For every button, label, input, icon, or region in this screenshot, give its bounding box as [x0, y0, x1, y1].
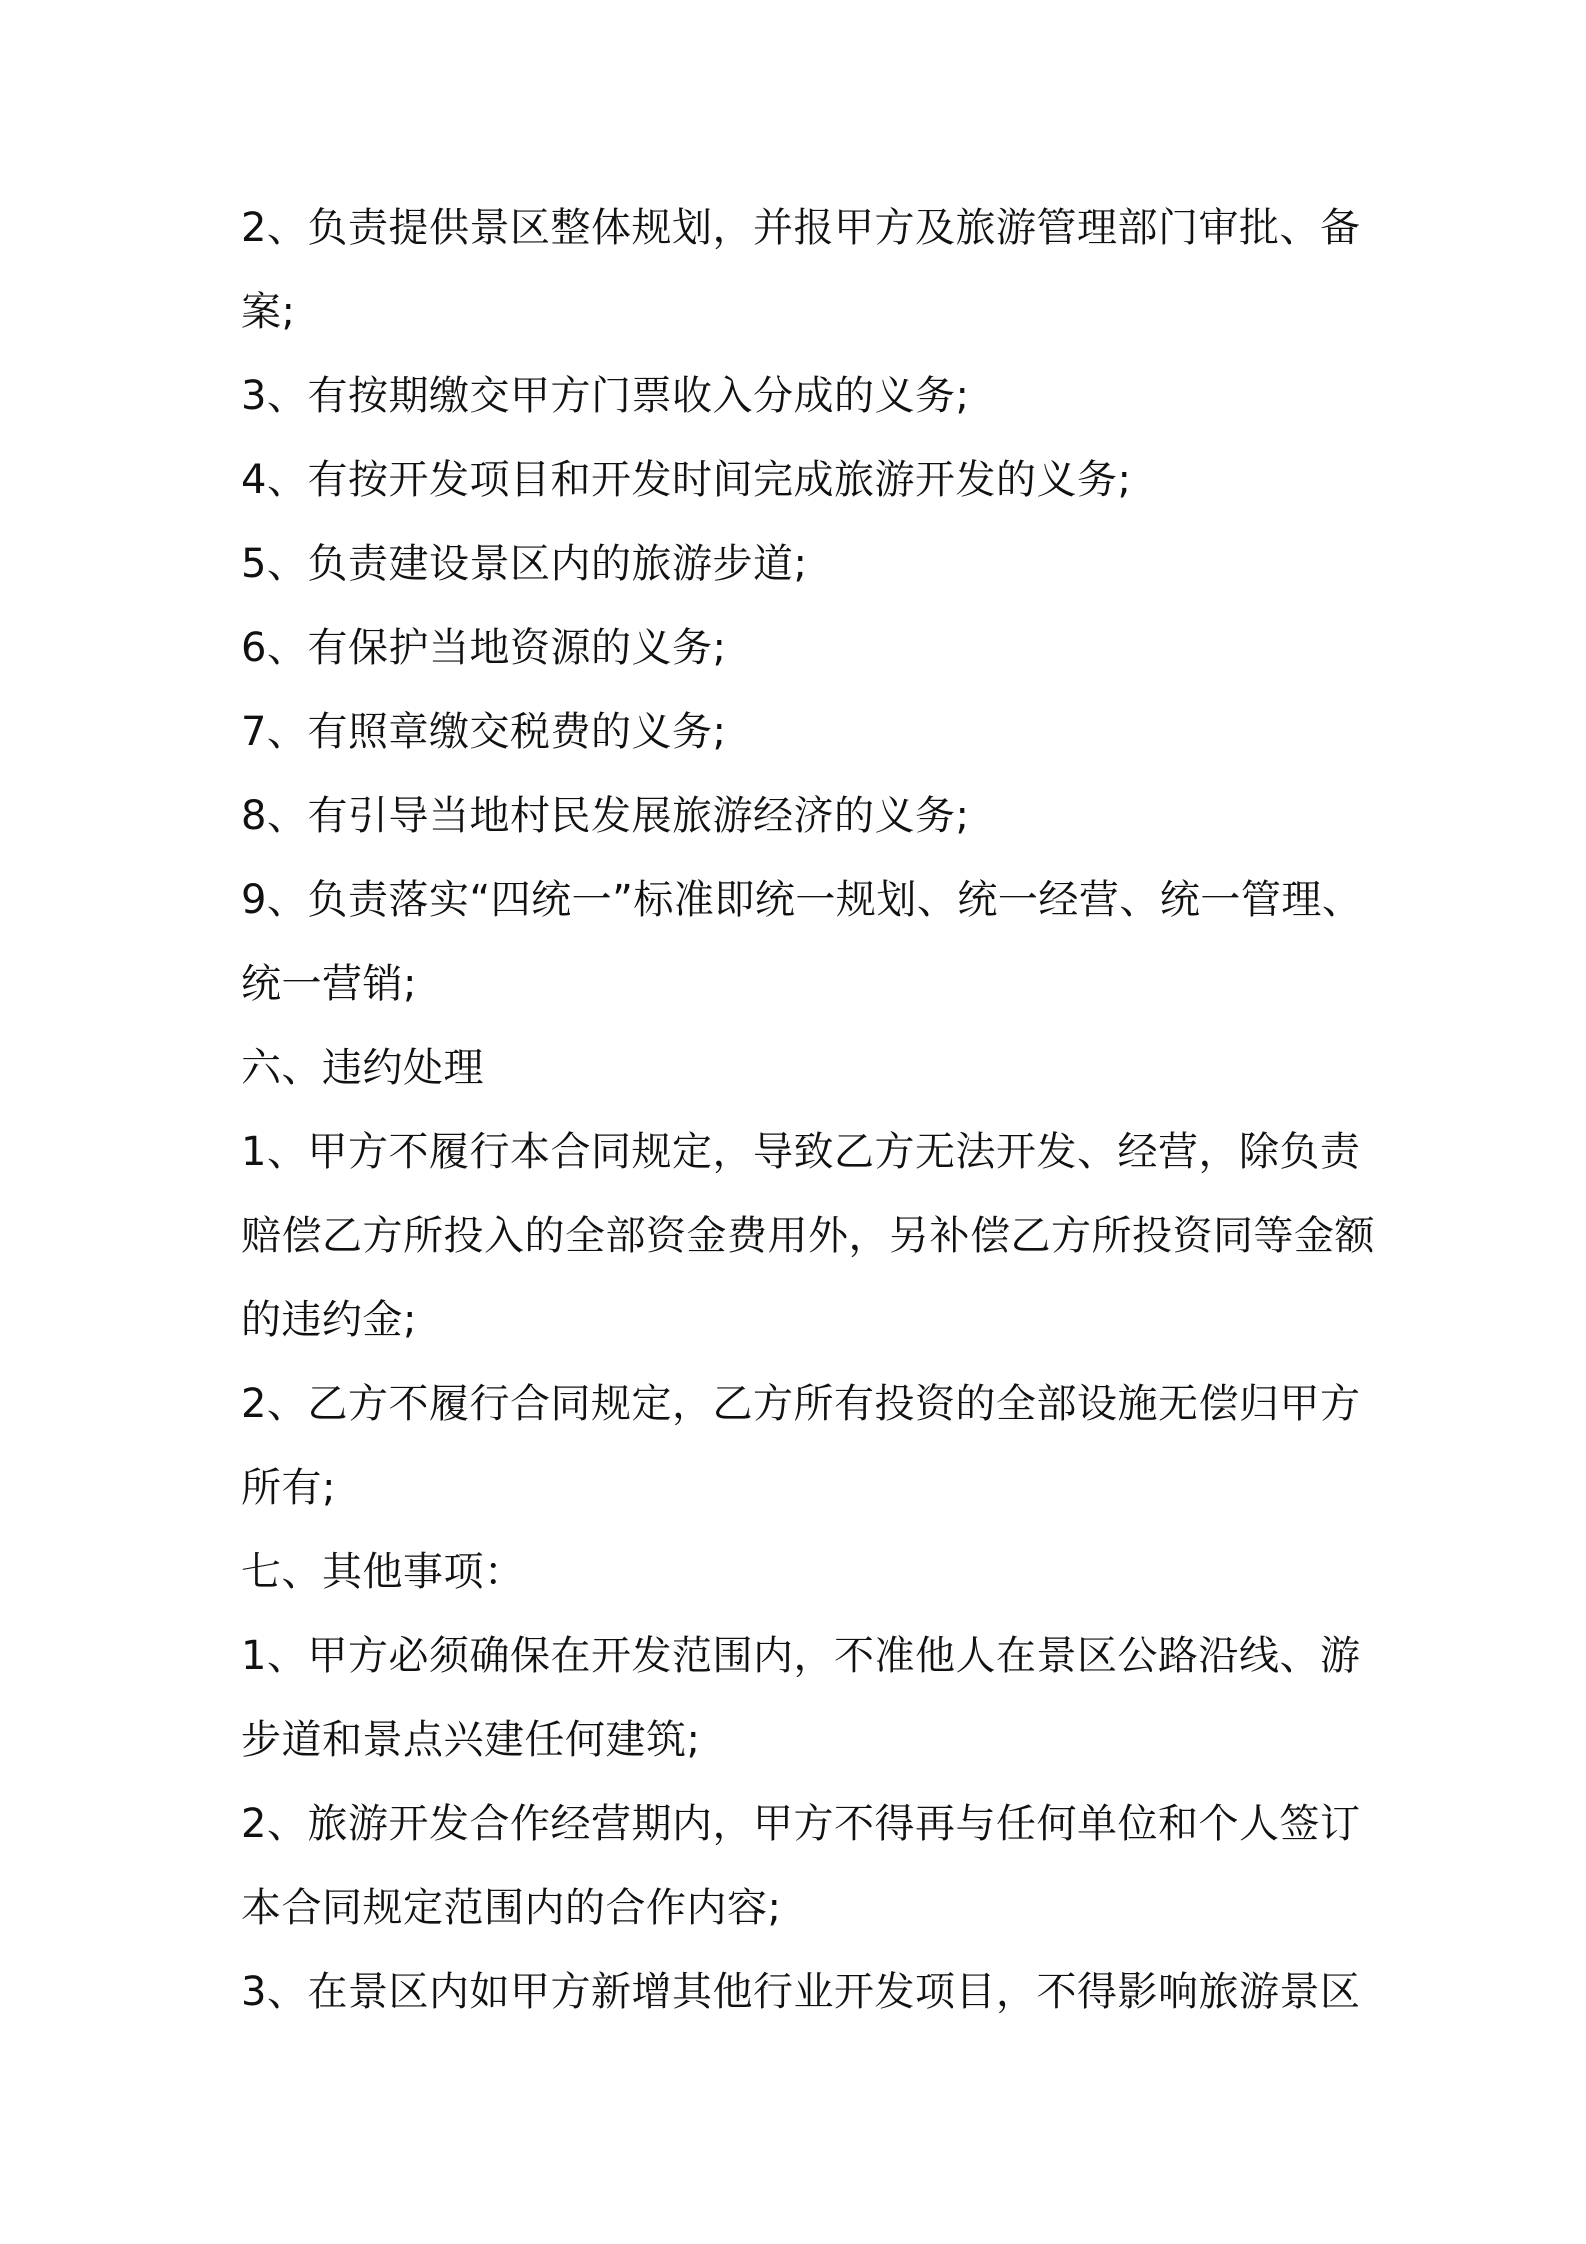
section-heading: 六、违约处理 — [241, 1045, 484, 1091]
text-line: 1、甲方不履行本合同规定，导致乙方无法开发、经营，除负责 — [241, 1129, 1361, 1175]
section-heading: 七、其他事项： — [241, 1549, 525, 1595]
text-line: 2、负责提供景区整体规划，并报甲方及旅游管理部门审批、备 — [241, 205, 1361, 251]
text-line: 所有; — [241, 1465, 336, 1511]
text-line: 9、负责落实“四统一”标准即统一规划、统一经营、统一管理、 — [241, 877, 1363, 923]
text-line: 6、有保护当地资源的义务; — [241, 625, 727, 671]
text-line: 赔偿乙方所投入的全部资金费用外，另补偿乙方所投资同等金额 — [241, 1213, 1375, 1259]
text-line: 统一营销; — [241, 961, 417, 1007]
text-line: 3、在景区内如甲方新增其他行业开发项目，不得影响旅游景区 — [241, 1969, 1361, 2015]
text-line: 8、有引导当地村民发展旅游经济的义务; — [241, 793, 970, 839]
text-line: 步道和景点兴建任何建筑; — [241, 1717, 701, 1763]
text-line: 2、旅游开发合作经营期内，甲方不得再与任何单位和个人签订 — [241, 1801, 1361, 1847]
text-line: 的违约金; — [241, 1297, 417, 1343]
text-line: 2、乙方不履行合同规定，乙方所有投资的全部设施无偿归甲方 — [241, 1381, 1361, 1427]
text-line: 4、有按开发项目和开发时间完成旅游开发的义务; — [241, 457, 1132, 503]
text-line: 5、负责建设景区内的旅游步道; — [241, 541, 808, 587]
document-body — [241, 186, 1375, 2034]
text-line: 3、有按期缴交甲方门票收入分成的义务; — [241, 373, 970, 419]
text-line: 本合同规定范围内的合作内容; — [241, 1885, 782, 1931]
text-line: 7、有照章缴交税费的义务; — [241, 709, 727, 755]
text-line: 1、甲方必须确保在开发范围内，不准他人在景区公路沿线、游 — [241, 1633, 1361, 1679]
text-line: 案; — [241, 289, 296, 335]
